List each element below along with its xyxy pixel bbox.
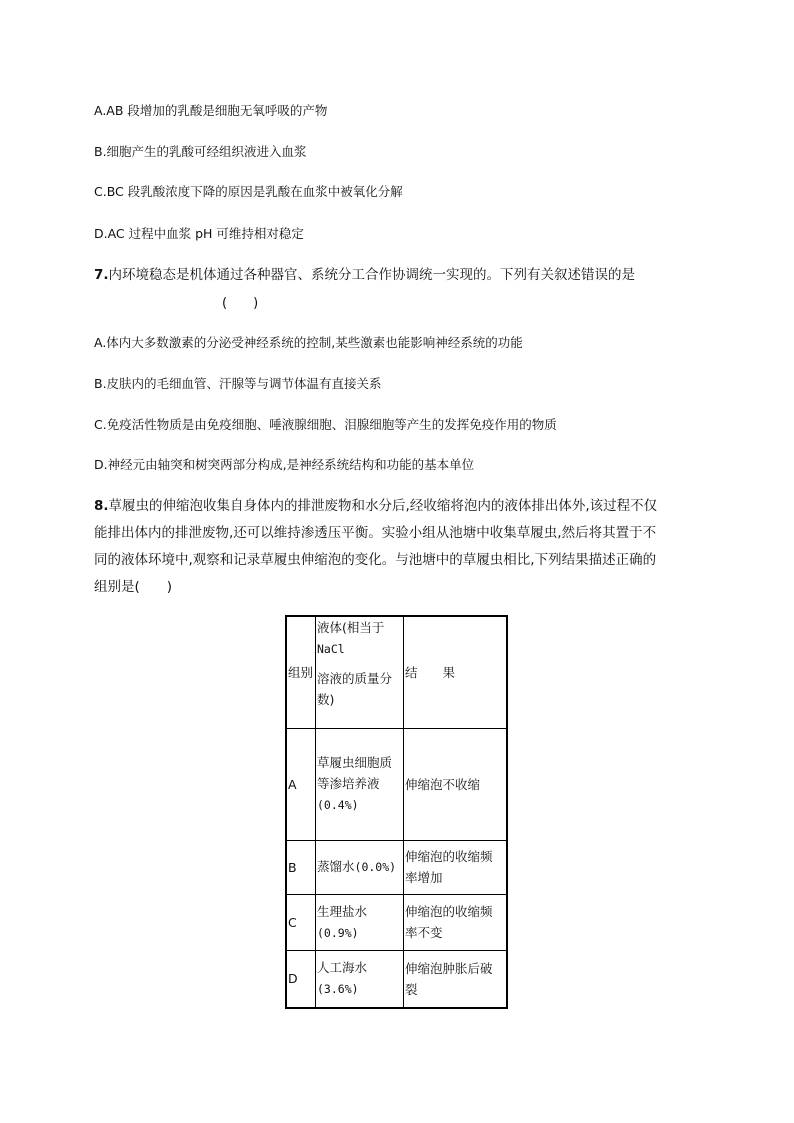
table-row bbox=[286, 840, 507, 894]
row-a-result: 伸缩泡不收缩 bbox=[404, 728, 507, 840]
q8-results-table bbox=[285, 615, 508, 1009]
row-a-group: A bbox=[286, 728, 316, 840]
q6-option-b: B.细胞产生的乳酸可经组织液进入血浆 bbox=[94, 144, 307, 159]
q8-stem-line-4: 组别是( ) bbox=[94, 579, 173, 595]
q7-number: 7. bbox=[94, 267, 109, 283]
row-b-liquid bbox=[316, 840, 404, 894]
row-c-result: 伸缩泡的收缩频率不变 bbox=[404, 894, 507, 950]
row-a-liquid-text: 草履虫细胞质等渗培养液 bbox=[317, 755, 393, 791]
row-d-liquid bbox=[316, 950, 404, 1008]
q7-option-b: B.皮肤内的毛细血管、汗腺等与调节体温有直接关系 bbox=[94, 376, 382, 391]
q8-stem-line-2: 能排出体内的排泄废物,还可以维持渗透压平衡。实验小组从池塘中收集草履虫,然后将其置于不 bbox=[94, 525, 657, 541]
header-liquid-line2: NaCl bbox=[317, 642, 345, 656]
header-group: 组别 bbox=[286, 616, 316, 728]
q7-answer-paren: ( ) bbox=[222, 296, 259, 311]
q7-option-a: A.体内大多数激素的分泌受神经系统的控制,某些激素也能影响神经系统的功能 bbox=[94, 335, 523, 350]
row-c-conc: (0.9%) bbox=[317, 925, 359, 940]
table-row bbox=[286, 894, 507, 950]
q7-option-d: D.神经元由轴突和树突两部分构成,是神经系统结构和功能的基本单位 bbox=[94, 457, 475, 472]
row-c-group: C bbox=[286, 894, 316, 950]
header-liquid-line3: 溶液的质量分数) bbox=[317, 671, 393, 707]
row-d-result: 伸缩泡肿胀后破裂 bbox=[404, 950, 507, 1008]
q7-stem-line bbox=[94, 264, 635, 286]
row-a-conc: (0.4%) bbox=[317, 798, 359, 812]
q8-stem-1: 草履虫的伸缩泡收集自身体内的排泄废物和水分后,经收缩将泡内的液体排出体外,该过程不仅 bbox=[108, 498, 658, 514]
header-liquid-line1: 液体(相当于 bbox=[317, 620, 385, 635]
q8-stem-line-3: 同的液体环境中,观察和记录草履虫伸缩泡的变化。与池塘中的草履虫相比,下列结果描述正确的 bbox=[94, 552, 657, 568]
table-row bbox=[286, 950, 507, 1008]
table-header-row bbox=[286, 616, 507, 728]
q6-option-c: C.BC 段乳酸浓度下降的原因是乳酸在血浆中被氧化分解 bbox=[94, 184, 403, 199]
row-c-liquid bbox=[316, 894, 404, 950]
row-c-liquid-text: 生理盐水 bbox=[317, 903, 368, 919]
q8-number: 8. bbox=[94, 498, 109, 514]
row-d-group: D bbox=[286, 950, 316, 1008]
table-row bbox=[286, 728, 507, 840]
header-result: 结 果 bbox=[404, 616, 507, 728]
q6-option-a: A.AB 段增加的乳酸是细胞无氧呼吸的产物 bbox=[94, 103, 328, 118]
row-a-liquid bbox=[316, 728, 404, 840]
q7-stem: 内环境稳态是机体通过各种器官、系统分工合作协调统一实现的。下列有关叙述错误的是 bbox=[108, 267, 636, 283]
row-d-liquid-text: 人工海水 bbox=[317, 960, 368, 976]
row-d-conc: (3.6%) bbox=[317, 982, 359, 997]
q8-stem-line-1 bbox=[94, 495, 657, 517]
row-b-conc: (0.0%) bbox=[354, 860, 397, 874]
row-b-group: B bbox=[286, 840, 316, 894]
q6-option-d: D.AC 过程中血浆 pH 可维持相对稳定 bbox=[94, 226, 304, 241]
row-b-liquid-text: 蒸馏水 bbox=[317, 859, 355, 874]
row-b-result: 伸缩泡的收缩频率增加 bbox=[404, 840, 507, 894]
header-liquid bbox=[316, 616, 404, 728]
q7-option-c: C.免疫活性物质是由免疫细胞、唾液腺细胞、泪腺细胞等产生的发挥免疫作用的物质 bbox=[94, 417, 557, 432]
